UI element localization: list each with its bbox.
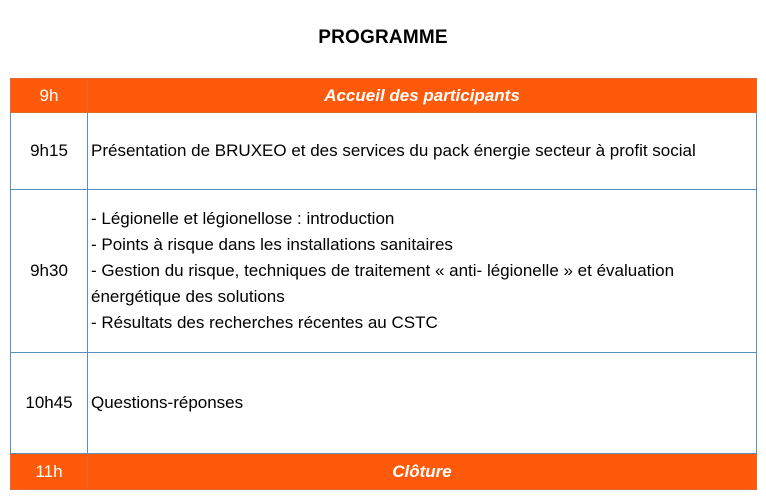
- topic-item: - Points à risque dans les installations sanitaires: [91, 235, 453, 254]
- programme-table: [10, 78, 757, 490]
- table-row: [11, 113, 757, 190]
- topic-item: - Gestion du risque, techniques de traitement « anti- légionelle » et évaluation énergétique des solutions: [91, 261, 675, 306]
- time-cell: 9h: [11, 79, 88, 113]
- topic-item: - Résultats des recherches récentes au CSTC: [91, 313, 438, 332]
- topic-item: - Légionelle et légionellose : introduction: [91, 209, 395, 228]
- table-row: [11, 79, 757, 113]
- session-description: Questions-réponses: [88, 353, 757, 454]
- session-title: Clôture: [88, 454, 757, 490]
- session-topics: [88, 190, 757, 353]
- time-cell: 10h45: [11, 353, 88, 454]
- session-title: Accueil des participants: [88, 79, 757, 113]
- time-cell: 9h15: [11, 113, 88, 190]
- time-cell: 11h: [11, 454, 88, 490]
- table-row: [11, 190, 757, 353]
- time-cell: 9h30: [11, 190, 88, 353]
- session-description: Présentation de BRUXEO et des services du pack énergie secteur à profit social: [88, 113, 757, 190]
- page-title: PROGRAMME: [318, 27, 448, 48]
- table-row: [11, 454, 757, 490]
- table-row: [11, 353, 757, 454]
